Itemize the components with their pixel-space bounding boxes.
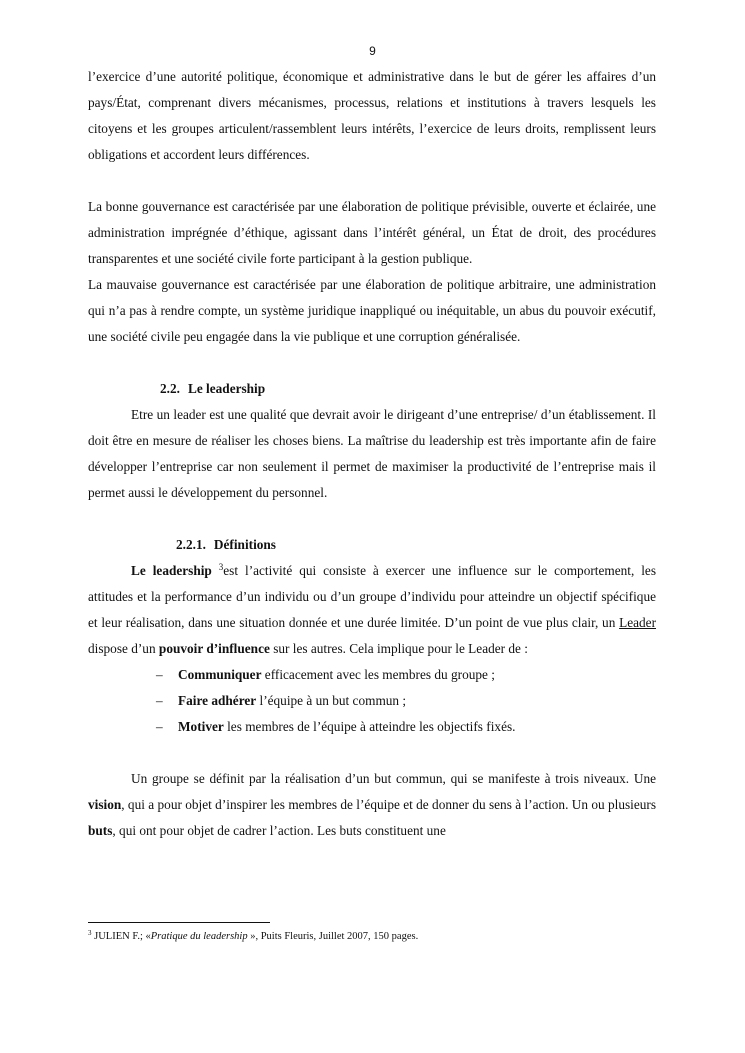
paragraph-text: Un groupe se définit par la réalisation d’un but commun, qui se manifeste à trois niveaux. Une	[131, 771, 656, 786]
footnote-number: 3	[88, 929, 92, 937]
footnote-author: JULIEN F.; «	[94, 931, 151, 942]
paragraph-spacer	[88, 506, 656, 532]
list-item	[88, 662, 656, 688]
footnote-book-title: Pratique du leadership	[150, 931, 248, 942]
list-item-keyword: Communiquer	[178, 667, 262, 682]
term-buts: buts	[88, 823, 113, 838]
section-heading-2-2-1	[88, 532, 656, 558]
section-title: Définitions	[213, 537, 276, 552]
footnote	[88, 930, 656, 944]
section-number: 2.2.1.	[176, 537, 206, 552]
list-item-text: efficacement avec les membres du groupe ;	[261, 667, 495, 682]
footnote-separator	[88, 922, 270, 923]
dash-bullet: –	[156, 719, 163, 734]
paragraph-good-governance: La bonne gouvernance est caractérisée par une élaboration de politique prévisible, ouverte et éclairée, une administration imprégnée d’éthique, agissant dans l’intérêt général, un État de droit, des procédures transparentes et une société civile forte participant à la gestion publique.	[88, 199, 656, 266]
list-item	[88, 714, 656, 740]
paragraph-text: , qui a pour objet d’inspirer les membres de l’équipe et de donner du sens à l’action. Un ou plusieurs	[121, 797, 656, 812]
body-text	[88, 64, 656, 844]
footnote-reference[interactable]: 3	[218, 562, 224, 572]
section-number: 2.2.	[160, 381, 180, 396]
paragraph-governance-definition: l’exercice d’une autorité politique, économique et administrative dans le but de gérer les affaires d’un pays/État, comprenant divers mécanismes, processus, relations et institutions à travers lesquels les citoyens et les groupes articulent/rassemblent leurs intérêts, l’exercice de leurs droits, remplissent leurs obligations et accordent leurs différences.	[88, 69, 656, 162]
section-heading-2-2	[88, 376, 656, 402]
list-item	[88, 688, 656, 714]
list-item-text: l’équipe à un but commun ;	[256, 693, 407, 708]
term-vision: vision	[88, 797, 122, 812]
footnote-details: », Puits Fleuris, Juillet 2007, 150 pages.	[247, 931, 419, 942]
paragraph-leadership-intro: Etre un leader est une qualité que devrait avoir le dirigeant d’une entreprise/ d’un établissement. Il doit être en mesure de réaliser les choses biens. La maîtrise du leadership est très importante afin de faire développer l’entreprise car non seulement il permet de maximiser la productivité de l’entreprise mais il permet aussi le développement du personnel.	[88, 407, 656, 500]
paragraph-spacer	[88, 350, 656, 376]
definition-text: dispose d’un	[88, 641, 159, 656]
list-item-text: les membres de l’équipe à atteindre les objectifs fixés.	[223, 719, 516, 734]
list-item-keyword: Faire adhérer	[178, 693, 257, 708]
dash-bullet: –	[156, 693, 163, 708]
definition-text: est l’activité qui consiste à exercer une influence sur le comportement, les attitudes et la performance d’un individu ou d’un groupe d’individu pour atteindre un objectif spécifique et leur réalisation, dans une situation donnée et une durée limitée. D’un point de vue plus clair, un	[88, 563, 656, 630]
paragraph-text: , qui ont pour objet de cadrer l’action. Les buts constituent une	[112, 823, 446, 838]
paragraph-leadership-definition	[88, 558, 656, 662]
page-number: 9	[369, 44, 376, 58]
paragraph-bad-governance: La mauvaise gouvernance est caractérisée par une élaboration de politique arbitraire, une administration qui n’a pas à rendre compte, un système juridique inappliqué ou inéquitable, un abus du pouvoir exécutif, une société civile peu engagée dans la vie publique et une corruption généralisée.	[88, 277, 656, 344]
term-leadership: Le leadership	[131, 563, 212, 578]
paragraph-spacer	[88, 740, 656, 766]
term-power-of-influence: pouvoir d’influence	[158, 641, 270, 656]
leader-duties-list	[88, 662, 656, 740]
dash-bullet: –	[156, 667, 163, 682]
term-leader: Leader	[619, 615, 656, 630]
definition-text: sur les autres. Cela implique pour le Leader de :	[269, 641, 528, 656]
section-title: Le leadership	[187, 381, 266, 396]
paragraph-spacer	[88, 168, 656, 194]
list-item-keyword: Motiver	[178, 719, 224, 734]
paragraph-group-definition	[88, 766, 656, 844]
